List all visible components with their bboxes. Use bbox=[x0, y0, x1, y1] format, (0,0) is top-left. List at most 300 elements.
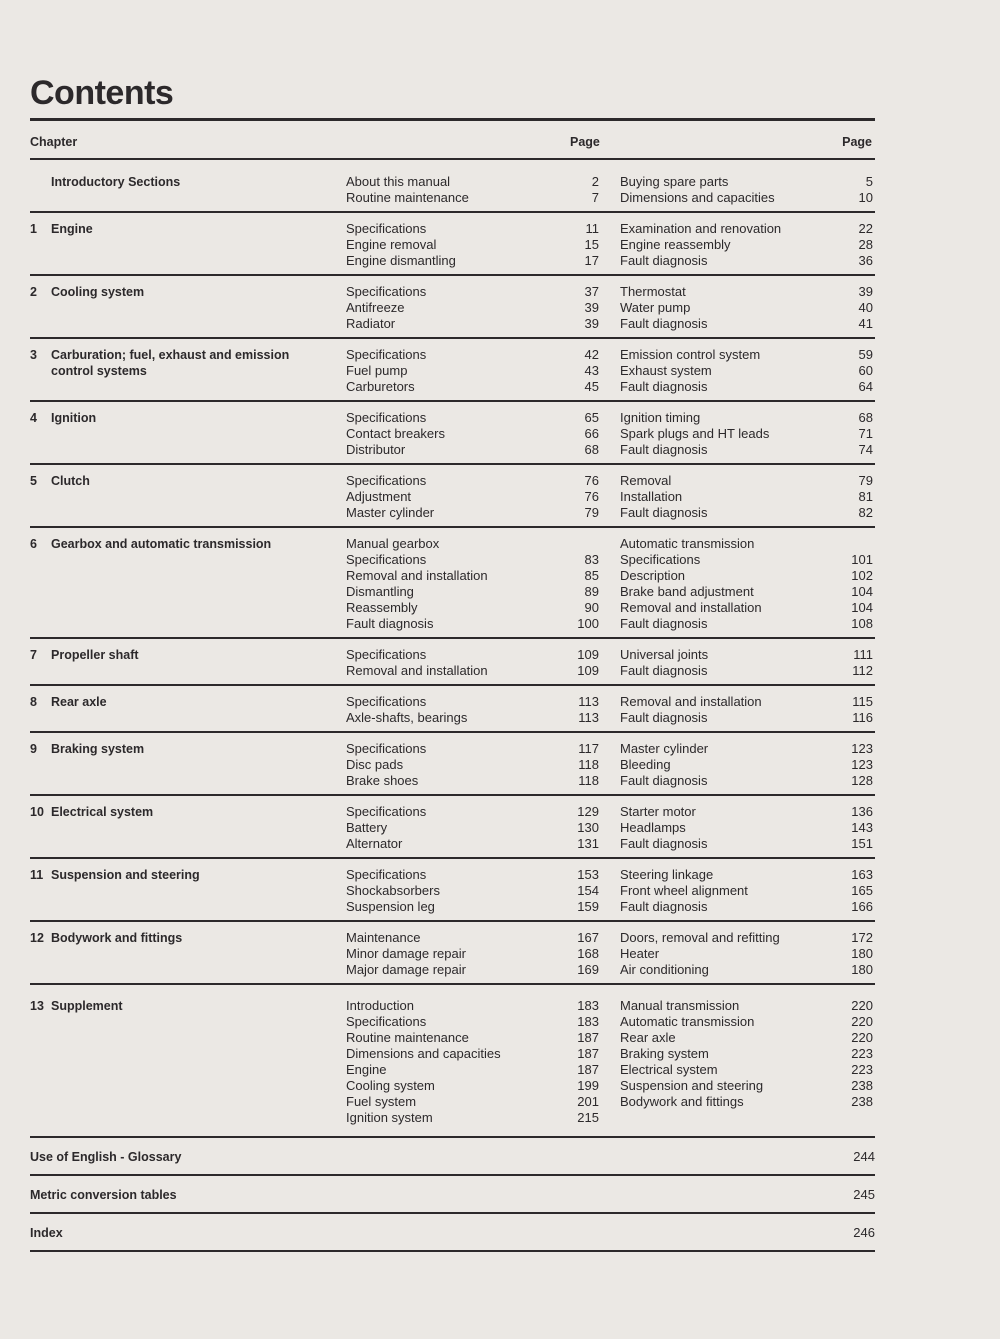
page-number: 68 bbox=[858, 410, 873, 425]
topic-entry bbox=[346, 410, 599, 426]
page-number: 183 bbox=[577, 1014, 599, 1029]
chapter-section bbox=[30, 733, 875, 796]
topic-entry bbox=[620, 316, 873, 332]
topic-entry bbox=[346, 757, 599, 773]
topic-label: Ignition system bbox=[346, 1110, 433, 1125]
topic-entry bbox=[620, 552, 873, 568]
topic-column bbox=[346, 804, 599, 852]
topic-label: Brake shoes bbox=[346, 773, 419, 788]
chapter-section bbox=[30, 160, 875, 213]
topic-label: Cooling system bbox=[346, 1078, 435, 1093]
topic-entry bbox=[346, 694, 599, 710]
topic-label: Dimensions and capacities bbox=[346, 1046, 501, 1061]
topic-column bbox=[620, 284, 873, 332]
topic-entry bbox=[346, 1014, 599, 1030]
page-number: 68 bbox=[584, 442, 599, 457]
topic-entry bbox=[346, 899, 599, 915]
chapter-heading bbox=[30, 694, 346, 726]
topic-entry bbox=[620, 426, 873, 442]
page-number: 104 bbox=[851, 584, 873, 599]
chapter-heading bbox=[30, 647, 346, 679]
topic-entry bbox=[620, 284, 873, 300]
page-number: 83 bbox=[584, 552, 599, 567]
page-number: 108 bbox=[851, 616, 873, 631]
topic-label: Suspension and steering bbox=[620, 1078, 764, 1093]
topic-entry bbox=[620, 663, 873, 679]
topic-entry bbox=[346, 741, 599, 757]
topic-label: Master cylinder bbox=[620, 741, 709, 756]
topic-column bbox=[620, 473, 873, 521]
page-title: Contents bbox=[30, 74, 174, 112]
page-number: 159 bbox=[577, 899, 599, 914]
topic-label: Engine removal bbox=[346, 237, 437, 252]
topic-label: Starter motor bbox=[620, 804, 696, 819]
topic-entry bbox=[346, 820, 599, 836]
chapter-number: 11 bbox=[30, 868, 44, 882]
topic-entry bbox=[620, 616, 873, 632]
topic-entry bbox=[346, 426, 599, 442]
chapter-heading bbox=[30, 174, 346, 206]
topic-label: Fault diagnosis bbox=[620, 316, 708, 331]
chapter-number: 12 bbox=[30, 931, 44, 945]
page-number: 15 bbox=[584, 237, 599, 252]
chapter-title: Suspension and steering bbox=[51, 868, 200, 882]
page-number: 117 bbox=[578, 741, 599, 756]
topic-entry bbox=[620, 962, 873, 978]
chapter-section bbox=[30, 528, 875, 639]
topic-label: Fault diagnosis bbox=[620, 616, 708, 631]
topic-entry bbox=[346, 804, 599, 820]
topic-label: Fault diagnosis bbox=[620, 899, 708, 914]
topic-label: Engine dismantling bbox=[346, 253, 456, 268]
page-number: 245 bbox=[853, 1187, 875, 1202]
topic-label: Water pump bbox=[620, 300, 691, 315]
topic-column bbox=[346, 694, 599, 726]
page-number: 7 bbox=[591, 190, 599, 205]
topic-entry bbox=[620, 930, 873, 946]
page-number: 220 bbox=[851, 1014, 873, 1029]
topic-label: Fault diagnosis bbox=[346, 616, 434, 631]
topic-column bbox=[346, 647, 599, 679]
topic-entry bbox=[346, 253, 599, 269]
topic-entry bbox=[346, 647, 599, 663]
appendix-section bbox=[30, 1138, 875, 1176]
chapter-section bbox=[30, 686, 875, 733]
topic-column bbox=[346, 347, 599, 395]
topic-entry bbox=[346, 300, 599, 316]
topic-entry bbox=[346, 473, 599, 489]
chapter-title: Supplement bbox=[51, 999, 123, 1013]
chapter-title: Propeller shaft bbox=[51, 648, 139, 662]
page-number: 11 bbox=[585, 221, 599, 236]
page-column-header: Page bbox=[842, 135, 872, 149]
topic-entry bbox=[346, 930, 599, 946]
page-number: 76 bbox=[584, 473, 599, 488]
chapter-number: 5 bbox=[30, 474, 37, 488]
topic-label: Radiator bbox=[346, 316, 396, 331]
topic-label: Bodywork and fittings bbox=[620, 1094, 744, 1109]
page-number: 112 bbox=[852, 663, 873, 678]
topic-label: Fault diagnosis bbox=[620, 663, 708, 678]
topic-entry bbox=[346, 316, 599, 332]
appendix-section bbox=[30, 1176, 875, 1214]
chapter-title: Ignition bbox=[51, 411, 97, 425]
page-number: 109 bbox=[577, 663, 599, 678]
topic-entry bbox=[620, 804, 873, 820]
topic-label: Buying spare parts bbox=[620, 174, 729, 189]
topic-entry bbox=[346, 568, 599, 584]
topic-entry bbox=[346, 663, 599, 679]
chapter-section bbox=[30, 465, 875, 528]
topic-entry bbox=[346, 600, 599, 616]
page-number: 131 bbox=[577, 836, 599, 851]
chapter-heading bbox=[30, 221, 346, 269]
page-number: 153 bbox=[577, 867, 599, 882]
page-number: 65 bbox=[584, 410, 599, 425]
page-number: 220 bbox=[851, 1030, 873, 1045]
chapter-section bbox=[30, 339, 875, 402]
page-number: 154 bbox=[577, 883, 599, 898]
page-number: 101 bbox=[851, 552, 873, 567]
topic-label: Fault diagnosis bbox=[620, 379, 708, 394]
topic-column bbox=[620, 998, 873, 1126]
topic-entry bbox=[620, 1062, 873, 1078]
topic-label: Dimensions and capacities bbox=[620, 190, 775, 205]
topic-label: Minor damage repair bbox=[346, 946, 466, 961]
page-number: 82 bbox=[858, 505, 873, 520]
topic-entry bbox=[346, 1094, 599, 1110]
chapter-heading bbox=[30, 473, 346, 521]
page-number: 187 bbox=[577, 1062, 599, 1077]
page-number: 167 bbox=[577, 930, 599, 945]
topic-column bbox=[620, 174, 873, 206]
chapter-title: Cooling system bbox=[51, 285, 145, 299]
topic-entry bbox=[620, 998, 873, 1014]
appendix-section bbox=[30, 1214, 875, 1252]
topic-entry bbox=[346, 190, 599, 206]
topic-label: Bleeding bbox=[620, 757, 671, 772]
page-number: 39 bbox=[584, 300, 599, 315]
page-number: 118 bbox=[578, 757, 599, 772]
page-number: 5 bbox=[865, 174, 873, 189]
topic-entry bbox=[620, 363, 873, 379]
topic-entry bbox=[620, 757, 873, 773]
topic-column bbox=[346, 998, 599, 1126]
topic-entry bbox=[620, 347, 873, 363]
topic-entry bbox=[620, 473, 873, 489]
topic-entry bbox=[346, 552, 599, 568]
topic-label: Introduction bbox=[346, 998, 414, 1013]
topic-entry bbox=[346, 962, 599, 978]
chapter-number: 1 bbox=[30, 222, 37, 236]
topic-entry bbox=[620, 694, 873, 710]
page-number: 115 bbox=[852, 694, 873, 709]
topic-label: Removal and installation bbox=[346, 663, 488, 678]
topic-entry bbox=[346, 883, 599, 899]
chapter-number: 10 bbox=[30, 805, 44, 819]
topic-label: Electrical system bbox=[620, 1062, 718, 1077]
chapter-number: 7 bbox=[30, 648, 37, 662]
page-number: 123 bbox=[851, 757, 873, 772]
topic-label: Automatic transmission bbox=[620, 1014, 755, 1029]
page-number: 165 bbox=[851, 883, 873, 898]
topic-label: Removal and installation bbox=[620, 694, 762, 709]
topic-entry bbox=[620, 379, 873, 395]
topic-entry bbox=[346, 710, 599, 726]
chapter-section bbox=[30, 985, 875, 1138]
topic-label: Contact breakers bbox=[346, 426, 445, 441]
topic-entry bbox=[346, 536, 599, 552]
page-number: 81 bbox=[858, 489, 873, 504]
topic-column bbox=[620, 930, 873, 978]
topic-entry bbox=[620, 584, 873, 600]
chapter-title: Gearbox and automatic transmission bbox=[51, 537, 272, 551]
page-number: 168 bbox=[577, 946, 599, 961]
page-number: 79 bbox=[584, 505, 599, 520]
topic-label: Specifications bbox=[620, 552, 701, 567]
chapter-heading bbox=[30, 998, 346, 1126]
topic-label: Specifications bbox=[346, 284, 427, 299]
chapter-heading bbox=[30, 347, 346, 395]
page-number: 246 bbox=[853, 1225, 875, 1240]
chapter-column-header: Chapter bbox=[30, 135, 78, 149]
topic-label: Antifreeze bbox=[346, 300, 405, 315]
appendix-title: Metric conversion tables bbox=[30, 1188, 177, 1202]
topic-label: Universal joints bbox=[620, 647, 709, 662]
topic-label: Battery bbox=[346, 820, 388, 835]
topic-label: Fault diagnosis bbox=[620, 836, 708, 851]
appendix-title: Use of English - Glossary bbox=[30, 1150, 182, 1164]
topic-label: Suspension leg bbox=[346, 899, 435, 914]
page-number: 102 bbox=[851, 568, 873, 583]
page-number: 74 bbox=[858, 442, 873, 457]
topic-entry bbox=[620, 174, 873, 190]
topic-label: Heater bbox=[620, 946, 660, 961]
topic-entry bbox=[620, 773, 873, 789]
topic-entry bbox=[346, 489, 599, 505]
chapter-number: 6 bbox=[30, 537, 37, 551]
page-number: 71 bbox=[858, 426, 873, 441]
topic-column bbox=[620, 804, 873, 852]
chapter-title: Introductory Sections bbox=[51, 175, 181, 189]
page-number: 42 bbox=[584, 347, 599, 362]
topic-label: Fault diagnosis bbox=[620, 773, 708, 788]
topic-label: Specifications bbox=[346, 221, 427, 236]
topic-entry bbox=[346, 946, 599, 962]
page-number: 100 bbox=[577, 616, 599, 631]
page-number: 28 bbox=[858, 237, 873, 252]
page-number: 118 bbox=[578, 773, 599, 788]
page-number: 123 bbox=[851, 741, 873, 756]
chapter-section bbox=[30, 402, 875, 465]
page-number: 136 bbox=[851, 804, 873, 819]
topic-label: Dismantling bbox=[346, 584, 414, 599]
topic-entry bbox=[346, 1062, 599, 1078]
topic-label: Steering linkage bbox=[620, 867, 714, 882]
page-number: 39 bbox=[584, 316, 599, 331]
topic-label: Specifications bbox=[346, 867, 427, 882]
topic-entry bbox=[620, 867, 873, 883]
topic-label: Fault diagnosis bbox=[620, 253, 708, 268]
page-number: 59 bbox=[858, 347, 873, 362]
page-number: 163 bbox=[851, 867, 873, 882]
topic-label: Specifications bbox=[346, 1014, 427, 1029]
topic-label: Fuel system bbox=[346, 1094, 417, 1109]
topic-label: Specifications bbox=[346, 473, 427, 488]
page-number: 22 bbox=[858, 221, 873, 236]
page-number: 79 bbox=[858, 473, 873, 488]
chapter-section bbox=[30, 922, 875, 985]
page-number: 113 bbox=[578, 694, 599, 709]
page-number: 151 bbox=[851, 836, 873, 851]
topic-entry bbox=[346, 174, 599, 190]
topic-label: Specifications bbox=[346, 647, 427, 662]
appendix-title: Index bbox=[30, 1226, 63, 1240]
topic-label: Master cylinder bbox=[346, 505, 435, 520]
chapter-section bbox=[30, 859, 875, 922]
topic-entry bbox=[346, 284, 599, 300]
topic-label: Manual gearbox bbox=[346, 536, 440, 551]
chapter-heading bbox=[30, 930, 346, 978]
topic-label: Specifications bbox=[346, 694, 427, 709]
topic-entry bbox=[620, 883, 873, 899]
topic-entry bbox=[620, 237, 873, 253]
topic-entry bbox=[620, 221, 873, 237]
topic-label: Adjustment bbox=[346, 489, 412, 504]
chapter-title: Rear axle bbox=[51, 695, 107, 709]
page-number: 89 bbox=[584, 584, 599, 599]
page-number: 238 bbox=[851, 1094, 873, 1109]
topic-label: Fault diagnosis bbox=[620, 710, 708, 725]
page-number: 109 bbox=[577, 647, 599, 662]
page-number: 111 bbox=[853, 647, 873, 662]
topic-entry bbox=[346, 616, 599, 632]
topic-label: Major damage repair bbox=[346, 962, 466, 977]
topic-label: Shockabsorbers bbox=[346, 883, 440, 898]
topic-entry bbox=[346, 505, 599, 521]
topic-column bbox=[346, 930, 599, 978]
page-number: 36 bbox=[858, 253, 873, 268]
topic-column bbox=[620, 221, 873, 269]
topic-label: Spark plugs and HT leads bbox=[620, 426, 770, 441]
page-number: 104 bbox=[851, 600, 873, 615]
topic-column bbox=[346, 174, 599, 206]
page-number: 85 bbox=[584, 568, 599, 583]
page-number: 220 bbox=[851, 998, 873, 1013]
chapter-number: 2 bbox=[30, 285, 37, 299]
page-number: 60 bbox=[858, 363, 873, 378]
page-number: 215 bbox=[577, 1110, 599, 1125]
page-number: 64 bbox=[858, 379, 873, 394]
page-number: 183 bbox=[577, 998, 599, 1013]
topic-column bbox=[620, 647, 873, 679]
topic-entry bbox=[620, 505, 873, 521]
topic-label: Examination and renovation bbox=[620, 221, 782, 236]
topic-entry bbox=[346, 363, 599, 379]
page-number: 180 bbox=[851, 962, 873, 977]
page-number: 128 bbox=[851, 773, 873, 788]
topic-entry bbox=[620, 946, 873, 962]
chapter-title: Electrical system bbox=[51, 805, 154, 819]
topic-column bbox=[346, 473, 599, 521]
topic-column bbox=[620, 536, 873, 632]
page-column-header: Page bbox=[570, 135, 600, 149]
topic-label: Description bbox=[620, 568, 686, 583]
topic-entry bbox=[346, 442, 599, 458]
topic-entry bbox=[620, 568, 873, 584]
page-number: 129 bbox=[577, 804, 599, 819]
chapter-heading bbox=[30, 741, 346, 789]
chapter-title: Braking system bbox=[51, 742, 145, 756]
topic-entry bbox=[346, 1046, 599, 1062]
topic-label: Ignition timing bbox=[620, 410, 701, 425]
topic-label: Specifications bbox=[346, 347, 427, 362]
topic-label: Headlamps bbox=[620, 820, 686, 835]
topic-entry bbox=[620, 300, 873, 316]
topic-label: Specifications bbox=[346, 552, 427, 567]
topic-column bbox=[346, 536, 599, 632]
topic-entry bbox=[346, 773, 599, 789]
chapter-number bbox=[30, 174, 51, 206]
chapter-heading bbox=[30, 804, 346, 852]
page-number: 130 bbox=[577, 820, 599, 835]
chapter-title: Engine bbox=[51, 222, 93, 236]
topic-label: Specifications bbox=[346, 804, 427, 819]
chapter-number: 13 bbox=[30, 999, 44, 1013]
topic-label: Fuel pump bbox=[346, 363, 408, 378]
page-number: 180 bbox=[851, 946, 873, 961]
page-number: 169 bbox=[577, 962, 599, 977]
topic-label: Specifications bbox=[346, 741, 427, 756]
topic-label: Engine reassembly bbox=[620, 237, 731, 252]
page-number: 2 bbox=[591, 174, 599, 189]
topic-column bbox=[346, 410, 599, 458]
topic-entry bbox=[620, 253, 873, 269]
topic-entry bbox=[346, 347, 599, 363]
topic-label: Removal bbox=[620, 473, 672, 488]
page-number: 187 bbox=[577, 1046, 599, 1061]
topic-entry bbox=[346, 221, 599, 237]
page-number: 244 bbox=[853, 1149, 875, 1164]
topic-column bbox=[620, 867, 873, 915]
topic-label: Disc pads bbox=[346, 757, 404, 772]
topic-entry bbox=[620, 442, 873, 458]
chapter-heading bbox=[30, 284, 346, 332]
topic-entry bbox=[620, 647, 873, 663]
topic-label: Engine bbox=[346, 1062, 387, 1077]
topic-label: Specifications bbox=[346, 410, 427, 425]
contents-table bbox=[30, 118, 875, 1252]
topic-entry bbox=[620, 1046, 873, 1062]
topic-entry bbox=[620, 1030, 873, 1046]
topic-column bbox=[346, 221, 599, 269]
chapter-section bbox=[30, 276, 875, 339]
page-number: 66 bbox=[584, 426, 599, 441]
topic-label: Emission control system bbox=[620, 347, 761, 362]
chapter-title: Clutch bbox=[51, 474, 90, 488]
topic-label: Thermostat bbox=[620, 284, 686, 299]
topic-entry bbox=[620, 820, 873, 836]
page-number: 90 bbox=[584, 600, 599, 615]
topic-label: Automatic transmission bbox=[620, 536, 755, 551]
topic-label: Braking system bbox=[620, 1046, 709, 1061]
chapter-heading bbox=[30, 536, 346, 632]
table-body bbox=[30, 160, 875, 1252]
chapter-number: 3 bbox=[30, 348, 37, 362]
topic-label: Routine maintenance bbox=[346, 190, 469, 205]
chapter-number: 8 bbox=[30, 695, 37, 709]
chapter-section bbox=[30, 213, 875, 276]
